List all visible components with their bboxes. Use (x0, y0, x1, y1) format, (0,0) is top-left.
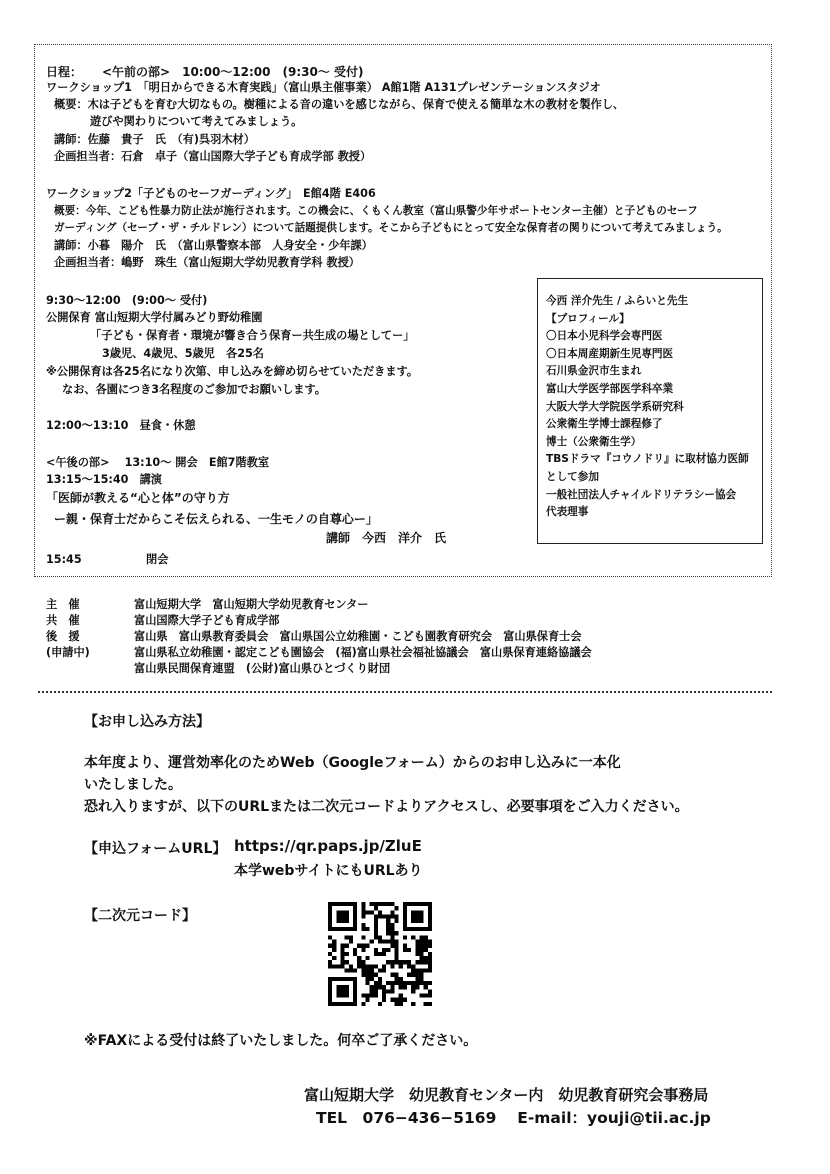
workshop1-lecturer: 講師：佐藤 貴子 氏 （有)呉羽木材） (54, 133, 255, 146)
lecture-subtitle: ー親・保育士だからこそ伝えられる、一生モノの自尊心ー」 (54, 512, 378, 526)
apply-body-line1: 本年度より、運営効率化のためWeb（Googleフォーム）からのお申し込みに一本化 (84, 755, 621, 771)
profile-heading: 【プロフィール】 (546, 312, 630, 325)
open-class-time: 9:30〜12:00 (9:00〜 受付) (46, 294, 208, 307)
profile-line: 公衆衛生学博士課程修了 (546, 418, 663, 431)
workshop2-lecturer: 講師：小暮 陽介 氏 （富山県警察本部 人身安全・少年課） (54, 239, 373, 252)
contact-tel-email: TEL 076−436−5169 E-mail：youji@tii.ac.jp (316, 1109, 711, 1127)
profile-line: TBSドラマ『コウノドリ』に取材協力医師 (546, 453, 749, 466)
form-url-link[interactable]: https://qr.paps.jp/ZluE (234, 837, 422, 855)
open-class-theme: 「子ども・保育者・環境が響き合う保育ー共生成の場としてー」 (90, 329, 415, 342)
cohost-label: 共 催 (46, 614, 80, 627)
closing-label: 閉会 (146, 553, 169, 566)
workshop1-planner: 企画担当者：石倉 卓子（富山国際大学子ども育成学部 教授） (54, 150, 372, 163)
pending-label: (申請中) (46, 646, 90, 659)
qr-code[interactable] (328, 902, 432, 1006)
profile-line: 石川県金沢市生まれ (546, 365, 642, 378)
workshop2-planner: 企画担当者：嶋野 珠生（富山短期大学幼児教育学科 教授） (54, 256, 360, 269)
support-line3: 富山県民間保育連盟 (公財)富山県ひとづくり財団 (134, 662, 391, 675)
morning-session-title: <午前の部> 10:00〜12:00 (9:30〜 受付) (102, 65, 364, 79)
contact-organization: 富山短期大学 幼児教育センター内 幼児教育研究会事務局 (304, 1086, 709, 1104)
profile-line: 博士（公衆衛生学） (546, 435, 642, 448)
profile-line: 富山大学医学部医学科卒業 (546, 382, 674, 395)
profile-line: 〇日本周産期新生児専門医 (546, 347, 674, 360)
lecture-time: 13:15〜15:40 講演 (46, 473, 162, 486)
closing-time: 15:45 (46, 553, 82, 566)
apply-heading: 【お申し込み方法】 (84, 714, 210, 730)
open-class-note-line2: なお、各園につき3名程度のご参加でお願いします。 (62, 383, 326, 396)
host-value: 富山短期大学 富山短期大学幼児教育センター (134, 598, 369, 611)
speaker-profile-box (537, 278, 763, 544)
open-class-note-line1: ※公開保育は各25名になり次第、申し込みを締め切らせていただきます。 (46, 365, 419, 378)
apply-body-line3: 恐れ入りますが、以下のURLまたは二次元コードよりアクセスし、必要事項をご入力ください。 (84, 799, 689, 815)
profile-line: 一般社団法人チャイルドリテラシー協会 (546, 488, 737, 501)
workshop1-overview-line1: 概要：木は子どもを育む大切なもの。樹種による音の違いを感じながら、保育で使える簡単な木の教材を製作し、 (54, 98, 625, 111)
profile-line: として参加 (546, 470, 599, 483)
lecture-title: 「医師が教える“心と体”の守り方 (46, 491, 230, 505)
lecture-speaker: 講師 今西 洋介 氏 (326, 531, 447, 545)
section-divider (38, 691, 772, 693)
support-label: 後 援 (46, 630, 80, 643)
workshop2-overview-line1: 概要：今年、こども性暴力防止法が施行されます。この機会に、くもくん教室（富山県警少年サポートセンター主催）と子どものセーフ (54, 205, 698, 217)
qr-label: 【二次元コード】 (84, 908, 196, 924)
apply-body-line2: いたしました。 (84, 777, 182, 793)
workshop1-overview-line2: 遊びや関わりについて考えてみましょう。 (90, 115, 303, 128)
lunch-break: 12:00〜13:10 昼食・休憩 (46, 419, 196, 432)
schedule-date-label: 日程： (46, 65, 83, 79)
cohost-value: 富山国際大学子ども育成学部 (134, 614, 280, 627)
profile-line: 代表理事 (546, 506, 589, 519)
profile-line: 〇日本小児科学会専門医 (546, 330, 663, 343)
profile-line: 大阪大学大学院医学系研究科 (546, 400, 684, 413)
form-url-note: 本学webサイトにもURLあり (234, 863, 423, 879)
open-class-title: 公開保育 富山短期大学付属みどり野幼稚園 (46, 311, 263, 324)
open-class-groups: 3歳児、4歳児、5歳児 各25名 (102, 347, 264, 360)
support-line2: 富山県私立幼稚園・認定こども園協会 (福)富山県社会福祉協議会 富山県保育連絡協議会 (134, 646, 592, 659)
workshop2-title: ワークショップ2「子どものセーフガーディング」 E館4階 E406 (46, 187, 376, 200)
afternoon-session-title: <午後の部> 13:10〜 開会 E館7階教室 (46, 456, 270, 469)
support-line1: 富山県 富山県教育委員会 富山県国公立幼稚園・こども園教育研究会 富山県保育士会 (134, 630, 582, 643)
profile-name: 今西 洋介先生 / ふらいと先生 (546, 295, 689, 307)
form-url-label: 【申込フォームURL】 (84, 841, 227, 857)
workshop2-overview-line2: ガーディング（セーブ・ザ・チルドレン）について話題提供します。そこから子どもにとって安全な保育者の関りについて考えてみましょう。 (54, 222, 728, 234)
workshop1-title: ワークショップ1 「明日からできる木育実践」（富山県主催事業） A館1階 A131プレゼンテーションスタジオ (46, 81, 601, 94)
profile-lines (546, 328, 762, 522)
host-label: 主 催 (46, 598, 80, 611)
fax-note: ※FAXによる受付は終了いたしました。何卒ご了承ください。 (84, 1033, 478, 1049)
